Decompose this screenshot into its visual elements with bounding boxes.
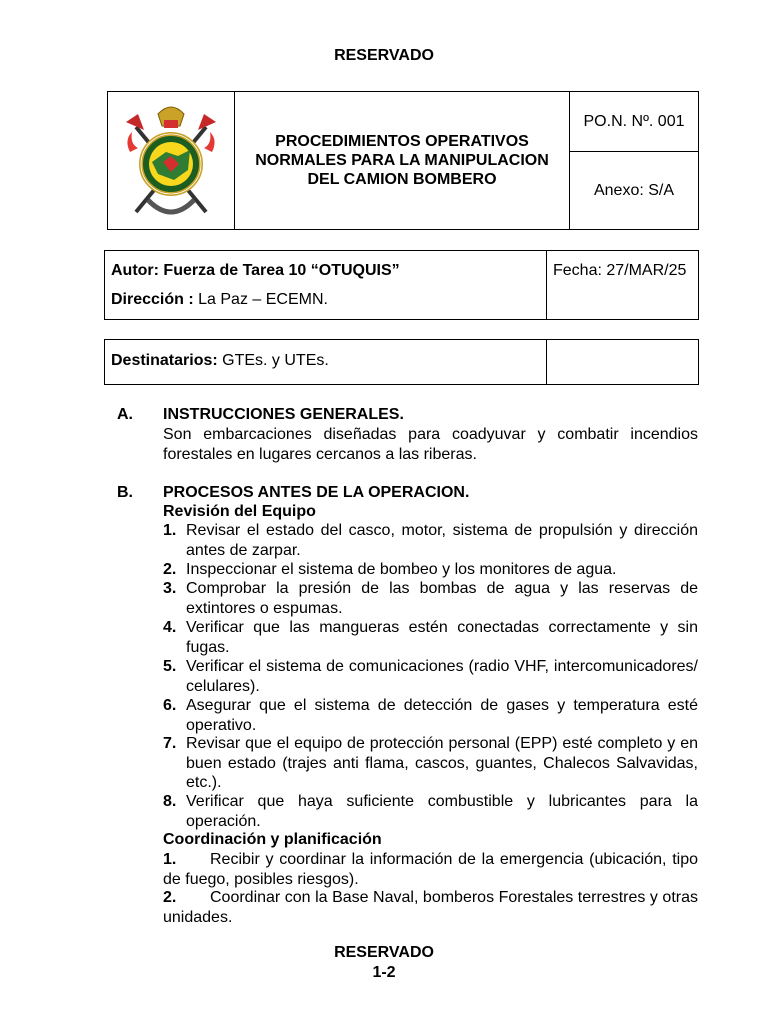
list-item <box>163 888 698 927</box>
direccion-label: Dirección : <box>111 291 194 308</box>
author-label: Autor: Fuerza de Tarea 10 “OTUQUIS” <box>111 262 400 279</box>
list-item <box>163 579 698 618</box>
item-number: 3. <box>163 580 177 597</box>
fecha-label: Fecha: 27/MAR/25 <box>553 262 687 279</box>
item-number: 8. <box>163 793 177 810</box>
item-number: 1. <box>163 522 177 539</box>
list-item <box>163 618 698 657</box>
list-item <box>163 560 698 580</box>
destinatarios-table <box>104 339 699 385</box>
destinatarios-cell <box>105 340 547 384</box>
list-item <box>163 657 698 696</box>
destinatarios-line <box>111 352 329 370</box>
logo-cell <box>108 92 235 229</box>
item-text: Recibir y coordinar la información de la emergencia (ubicación, tipo de fuego, posibles riesgos). <box>163 851 698 888</box>
item-number: 2. <box>163 889 177 906</box>
subtitle-coordinacion: Coordinación y planificación <box>163 831 382 848</box>
item-text: Verificar el sistema de comunicaciones (radio VHF, intercomunicadores/ celulares). <box>186 658 698 695</box>
list-item <box>163 696 698 735</box>
list-item <box>163 792 698 831</box>
anexo-label: Anexo: S/A <box>593 181 675 199</box>
item-text: Verificar que las mangueras estén conectadas correctamente y sin fugas. <box>186 619 698 656</box>
item-text: Comprobar la presión de las bombas de agua y las reservas de extintores o espumas. <box>186 580 698 617</box>
section-a-title: INSTRUCCIONES GENERALES. <box>163 406 404 423</box>
item-number: 1. <box>163 851 177 868</box>
section-a-letter: A. <box>117 406 133 423</box>
direccion-line <box>111 291 328 309</box>
unit-emblem-logo <box>108 92 235 229</box>
item-number: 6. <box>163 697 177 714</box>
destinatarios-label: Destinatarios: <box>111 352 218 369</box>
fecha-cell <box>547 251 698 319</box>
list-item <box>163 521 698 560</box>
item-text: Coordinar con la Base Naval, bomberos Forestales terrestres y otras unidades. <box>163 889 698 926</box>
item-text: Revisar el estado del casco, motor, sistema de propulsión y dirección antes de zarpar. <box>186 522 698 559</box>
item-text: Inspeccionar el sistema de bombeo y los monitores de agua. <box>186 561 617 578</box>
author-cell <box>105 251 547 319</box>
list-item <box>163 850 698 889</box>
item-text: Verificar que haya suficiente combustible y lubricantes para la operación. <box>186 793 698 830</box>
section-b-title: PROCESOS ANTES DE LA OPERACION. <box>163 484 470 501</box>
page-number: 1-2 <box>372 964 396 981</box>
classification-header: RESERVADO <box>334 47 434 64</box>
destinatarios-value: GTEs. y UTEs. <box>217 352 329 369</box>
item-text: Revisar que el equipo de protección personal (EPP) esté completo y en buen estado (trajes anti flama, cascos, guantes, Chalecos Salvavidas, etc.). <box>186 735 698 791</box>
section-a-text: Son embarcaciones diseñadas para coadyuvar y combatir incendios forestales en lugares cercanos a las riberas. <box>163 426 698 463</box>
item-number: 5. <box>163 658 177 675</box>
list-item <box>163 734 698 793</box>
section-b-letter: B. <box>117 484 133 501</box>
classification-footer: RESERVADO <box>334 944 434 961</box>
direccion-value: La Paz – ECEMN. <box>193 291 328 308</box>
item-number: 4. <box>163 619 177 636</box>
author-table <box>104 250 699 320</box>
document-header-table <box>107 91 699 230</box>
subtitle-revision-equipo: Revisión del Equipo <box>163 503 316 520</box>
item-number: 2. <box>163 561 177 578</box>
document-title: PROCEDIMIENTOS OPERATIVOS NORMALES PARA LA MANIPULACION DEL CAMION BOMBERO <box>235 92 570 229</box>
item-text: Asegurar que el sistema de detección de gases y temperatura esté operativo. <box>186 697 698 734</box>
item-number: 7. <box>163 735 177 752</box>
pon-number: PO.N. Nº. 001 <box>570 92 698 152</box>
